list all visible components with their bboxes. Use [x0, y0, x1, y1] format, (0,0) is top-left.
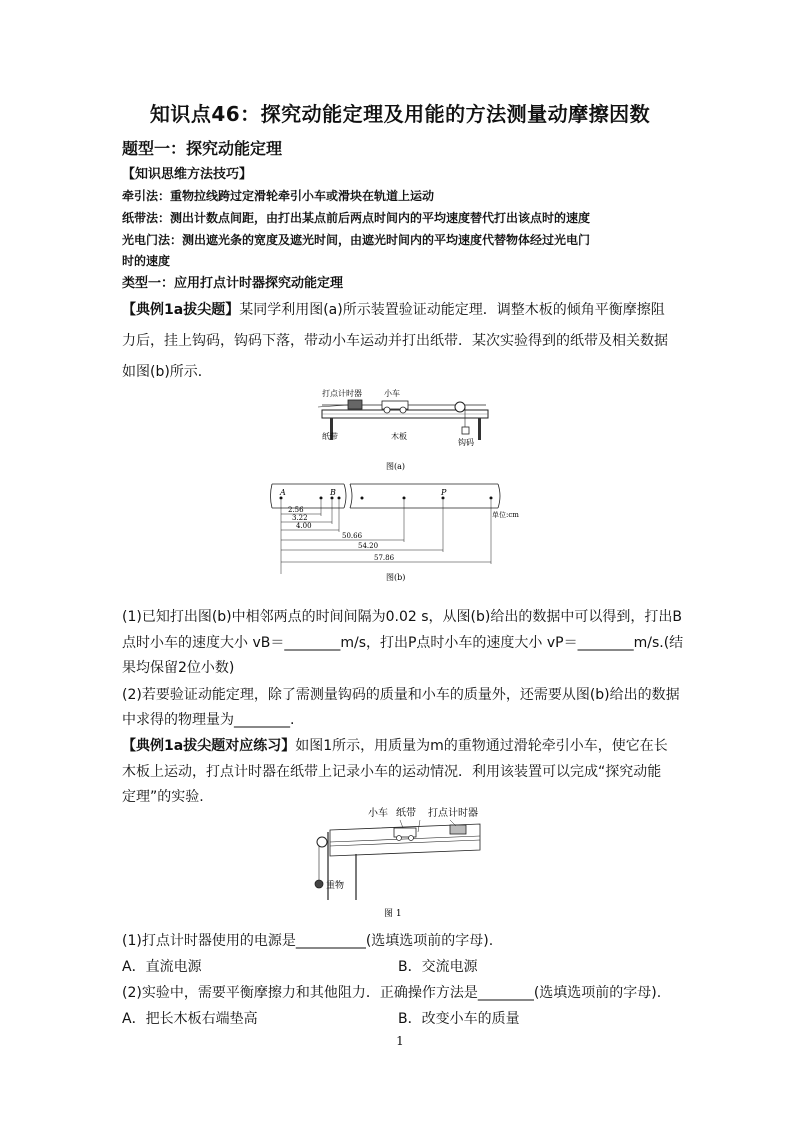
fig-b-point-A: A [280, 488, 286, 497]
q2-line2: 中求得的物理量为________. [122, 712, 295, 728]
fig-b-point-P: P [441, 488, 447, 497]
fig-b-dist: 4.00 [296, 522, 312, 530]
fig1-caption: 图 1 [384, 909, 402, 919]
example1-tag: 【典例1a拔尖题】 [122, 302, 240, 318]
fig1-tape-label: 纸带 [396, 808, 416, 819]
fig-a-tape-label: 纸带 [322, 432, 338, 441]
fig1-timer-label: 打点计时器 [428, 808, 478, 819]
fig-b-dist: 57.86 [374, 554, 395, 562]
example1-text: 某同学利用图(a)所示装置验证动能定理．调整木板的倾角平衡摩擦阻 [239, 302, 665, 318]
p2-option-b: B．改变小车的质量 [398, 1011, 520, 1027]
fig-b-dist: 2.56 [288, 506, 304, 514]
page-title: 知识点46：探究动能定理及用能的方法测量动摩擦因数 [149, 102, 651, 126]
example1-line2: 力后，挂上钩码，钩码下落，带动小车运动并打出纸带．某次实验得到的纸带及相关数据 [122, 333, 668, 349]
fig-b-dist: 54.20 [358, 542, 379, 550]
example2-line1 [122, 735, 668, 755]
fig-b-point-B: B [330, 488, 336, 497]
figure-b [266, 478, 546, 586]
figure-1 [300, 800, 490, 922]
fig-b-caption: 图(b) [386, 573, 406, 582]
fig-a-timer-label: 打点计时器 [322, 389, 362, 398]
tip-line: 牵引法：重物拉线跨过定滑轮牵引小车或滑块在轨道上运动 [122, 189, 435, 203]
example2-line3: 定理”的实验. [122, 789, 204, 805]
p1-option-a: A．直流电源 [122, 959, 202, 975]
page-number: 1 [396, 1034, 404, 1048]
fig1-cart-label: 小车 [368, 808, 388, 819]
p1-option-b: B．交流电源 [398, 959, 478, 975]
q1-line3: 果均保留2位小数) [122, 660, 235, 676]
p1-question: (1)打点计时器使用的电源是__________(选填选项前的字母). [122, 933, 494, 949]
figure-a [300, 383, 500, 473]
fig-b-dist: 3.22 [292, 514, 308, 522]
fig-a-hook-label: 钩码 [458, 438, 474, 447]
fig-b-dots [280, 497, 493, 500]
example1-line3: 如图(b)所示． [122, 364, 212, 380]
fig-a-caption: 图(a) [386, 462, 406, 471]
type-heading: 类型一：应用打点计时器探究动能定理 [122, 276, 344, 291]
fig-a-cart-label: 小车 [384, 389, 400, 398]
tip-line: 光电门法：测出遮光条的宽度及遮光时间，由遮光时间内的平均速度代替物体经过光电门 [122, 233, 591, 247]
p2-question: (2)实验中，需要平衡摩擦力和其他阻力．正确操作方法是________(选填选项前的字母). [122, 985, 662, 1001]
tip-line: 纸带法：测出计数点间距，由打出某点前后两点时间内的平均速度替代打出该点时的速度 [122, 211, 591, 225]
example2-tag: 【典例1a拔尖题对应练习】 [122, 738, 296, 754]
tip-line: 时的速度 [122, 254, 171, 268]
q1-line1: (1)已知打出图(b)中相邻两点的时间间隔为0.02 s，从图(b)给出的数据中可以得到，打出B [122, 609, 682, 625]
fig-a-board-label: 木板 [391, 432, 407, 441]
fig-b-dist: 50.66 [342, 532, 363, 540]
example2-line2: 木板上运动，打点计时器在纸带上记录小车的运动情况．利用该装置可以完成“探究动能 [122, 764, 662, 780]
fig1-weight-label: 重物 [326, 881, 345, 891]
example2-text: 如图1所示，用质量为m的重物通过滑轮牵引小车，使它在长 [295, 738, 668, 754]
fig-b-unit: 单位:cm [492, 511, 519, 519]
example1-line1 [122, 299, 665, 319]
q1-line2: 点时小车的速度大小 vB＝________m/s，打出P点时小车的速度大小 vP＝________m/s.(结 [122, 635, 684, 651]
p2-option-a: A．把长木板右端垫高 [122, 1011, 258, 1027]
tips-heading: 【知识思维方法技巧】 [122, 167, 253, 182]
section-heading: 题型一：探究动能定理 [122, 139, 283, 158]
q2-line1: (2)若要验证动能定理，除了需测量钩码的质量和小车的质量外，还需要从图(b)给出的数据 [122, 687, 680, 703]
